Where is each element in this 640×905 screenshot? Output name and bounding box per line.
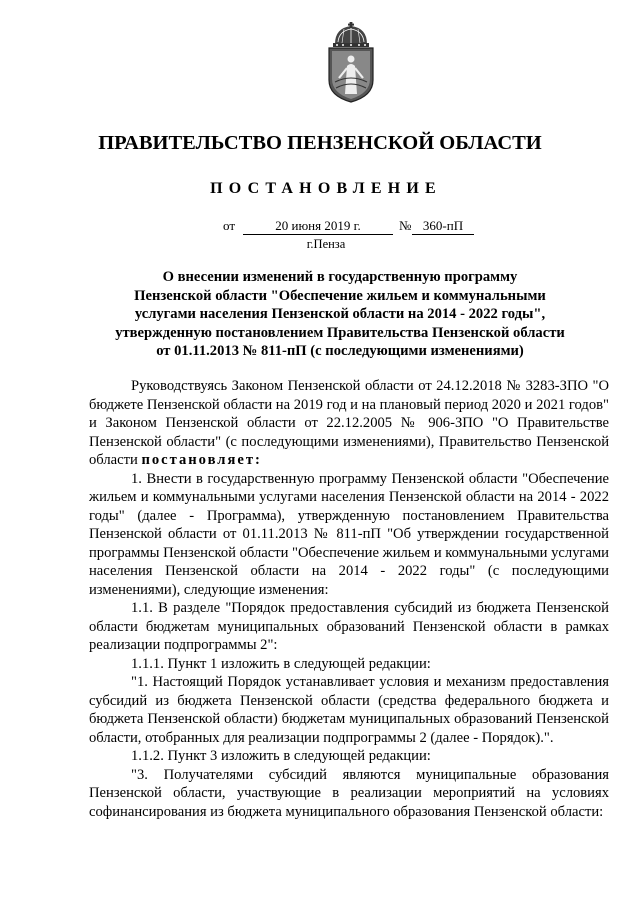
quoted-point-3: "3. Получателями субсидий являются муниципальные образования Пензенской области, участвующие в реализации мероприятий на условиях софинансирования из бюджета муниципального образования Пензенской области:: [89, 766, 609, 820]
document-number: 360-пП: [412, 218, 474, 235]
document-kind: ПОСТАНОВЛЕНИЕ: [210, 180, 442, 197]
city: г.Пенза: [306, 237, 346, 251]
subject-line: услугами населения Пензенской области на 2014 - 2022 годы",: [134, 306, 546, 323]
subject-line: утвержденную постановлением Правительства Пензенской области: [115, 324, 565, 341]
subject-line: О внесении изменений в государственную программу: [162, 269, 518, 285]
preamble-paragraph: [89, 377, 609, 470]
document-date: 20 июня 2019 г.: [243, 218, 393, 235]
date-prefix: от: [223, 218, 236, 233]
paragraph-1-1: 1.1. В разделе "Порядок предоставления субсидий из бюджета Пензенской области бюджетам муниципальных образований Пензенской области в рамках реализации подпрограммы 2":: [89, 600, 609, 653]
paragraph-1: 1. Внести в государственную программу Пензенской области "Обеспечение жильем и коммунальными услугами населения Пензенской области на 2014 - 2022 годы" (далее - Программа), утвержденную постановлением Правительства Пензенской области от 01.11.2013 № 811-пП "Об утверждении государственной программы Пензенской области "Обеспечение жильем и коммунальными услугами населения Пензенской области на 2014 - 2022 годы" (с последующими изменениями), следующие изменения:: [89, 470, 609, 598]
preamble-text: Руководствуясь Законом Пензенской области от 24.12.2018 № 3283-ЗПО "О бюджете Пензенской области на 2019 год и на плановый период 2020 и 2021 годов" и Законом Пензенской области от 22.12.2005 № 906-ЗПО "О Правительстве Пензенской области" (с последующими изменениями), Правительство Пензенской области: [89, 378, 609, 468]
document-body: [89, 377, 609, 821]
subject-line: от 01.11.2013 № 811-пП (с последующими изменениями): [156, 343, 524, 360]
paragraph-1-1-1: 1.1.1. Пункт 1 изложить в следующей редакции:: [131, 655, 431, 672]
number-sign: №: [399, 218, 412, 233]
subject-line: Пензенской области "Обеспечение жильем и коммунальными: [134, 287, 546, 304]
decree-word: постановляет:: [141, 452, 262, 468]
quoted-point-1: "1. Настоящий Порядок устанавливает условия и механизм предоставления субсидий из бюджета Пензенской области (средства федерального бюджета и бюджета Пензенской области) бюджетам муниципальных образований Пензенской области, отобранных для реализации подпрограммы 2 (далее - Порядок).".: [89, 674, 609, 746]
paragraph-1-1-2: 1.1.2. Пункт 3 изложить в следующей редакции:: [131, 748, 431, 764]
document-subject: [100, 268, 580, 361]
coat-of-arms-icon: [321, 22, 381, 104]
date-number-line: [0, 218, 640, 236]
government-title: ПРАВИТЕЛЬСТВО ПЕНЗЕНСКОЙ ОБЛАСТИ: [98, 132, 542, 154]
